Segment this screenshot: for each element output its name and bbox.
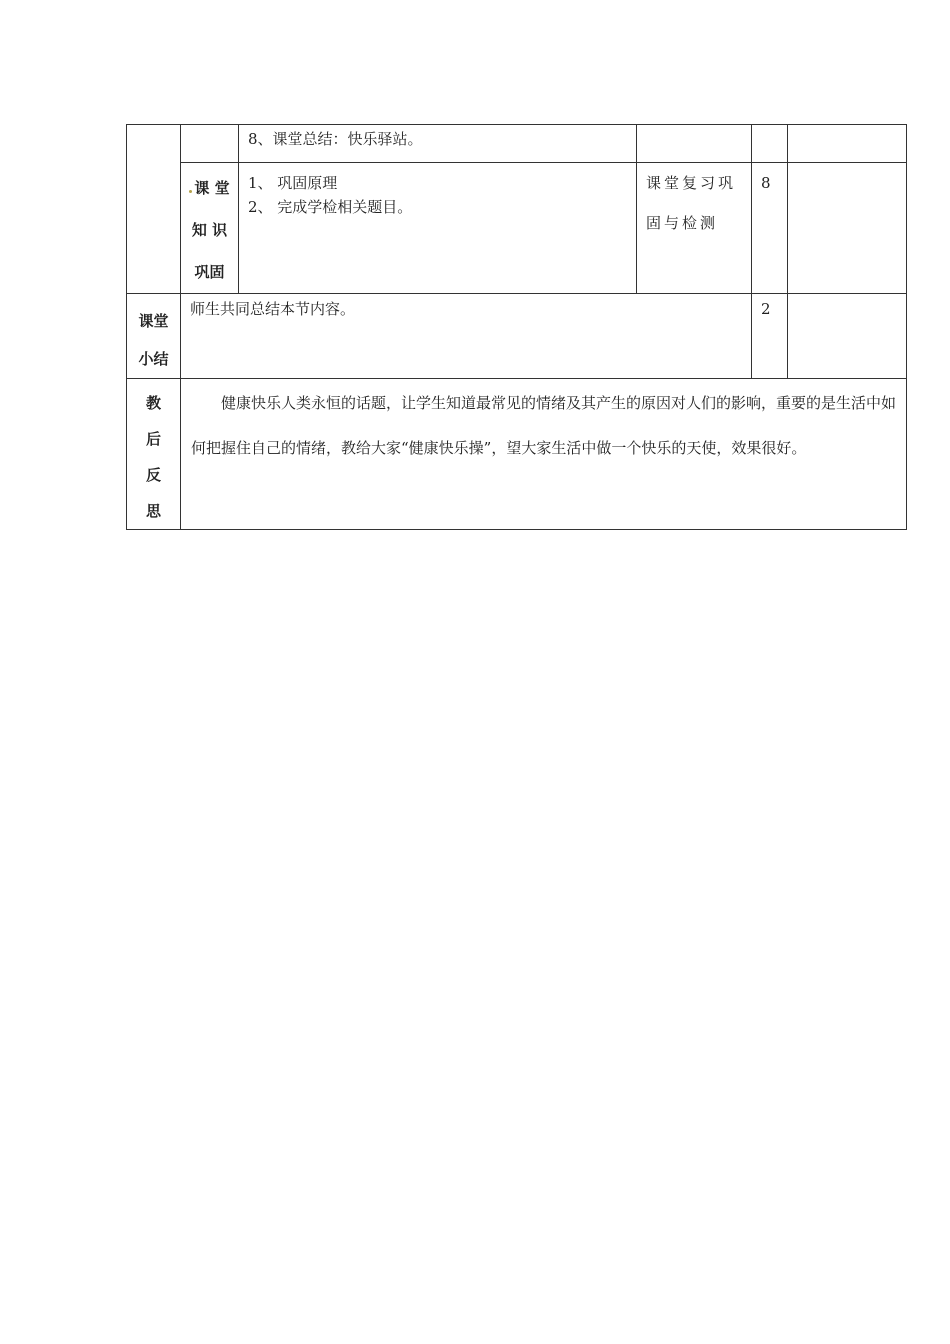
table-row — [127, 163, 907, 294]
reflection-text: 健康快乐人类永恒的话题，让学生知道最常见的情绪及其产生的原因对人们的影响，重要的是生活中如何把握住自己的情绪，教给大家“健康快乐操”，望大家生活中做一个快乐的天使，效果很好。 — [191, 394, 897, 457]
minutes-cell — [752, 163, 788, 294]
table-row — [127, 125, 907, 163]
empty-cell — [788, 294, 907, 379]
summary-content: 师生共同总结本节内容。 — [190, 300, 356, 318]
lesson-plan-table — [126, 124, 907, 530]
bullet-dot-icon — [189, 190, 192, 193]
label-part: 巩固 — [194, 263, 225, 281]
empty-cell — [788, 125, 907, 163]
reflection-label-cell — [127, 379, 181, 530]
empty-cell — [637, 125, 752, 163]
reflection-label — [127, 379, 180, 529]
consolidation-label-cell — [181, 163, 239, 294]
table-row — [127, 379, 907, 530]
reflection-content-cell — [181, 379, 907, 530]
minutes-value: 8 — [761, 174, 771, 192]
label-part: 知 识 — [191, 221, 228, 239]
consolidation-label — [181, 163, 238, 293]
list-item: 1、 巩固原理 — [248, 174, 338, 192]
label-part: 课 堂 — [181, 167, 238, 209]
empty-cell — [181, 125, 239, 163]
summary-label — [127, 294, 180, 378]
empty-section-cell — [127, 125, 181, 294]
label-part: 课堂 — [138, 312, 169, 330]
label-part: 反 — [145, 466, 161, 484]
activity-text: 8、课堂总结：快乐驿站。 — [248, 130, 423, 148]
list-item: 2、 完成学检相关题目。 — [248, 198, 413, 216]
minutes-value: 2 — [761, 300, 771, 318]
label-part: 后 — [145, 430, 161, 448]
minutes-cell — [752, 294, 788, 379]
summary-label-cell — [127, 294, 181, 379]
empty-cell — [788, 163, 907, 294]
activity-cell — [239, 125, 637, 163]
label-part: 教 — [145, 394, 161, 412]
consolidation-content-cell — [239, 163, 637, 294]
summary-content-cell — [181, 294, 752, 379]
label-part: 小结 — [138, 350, 169, 368]
label-part: 思 — [145, 502, 161, 520]
table-row — [127, 294, 907, 379]
purpose-cell — [637, 163, 752, 294]
empty-cell — [752, 125, 788, 163]
purpose-text: 课堂复习巩固与检测 — [646, 174, 737, 232]
consolidation-content — [239, 163, 636, 219]
